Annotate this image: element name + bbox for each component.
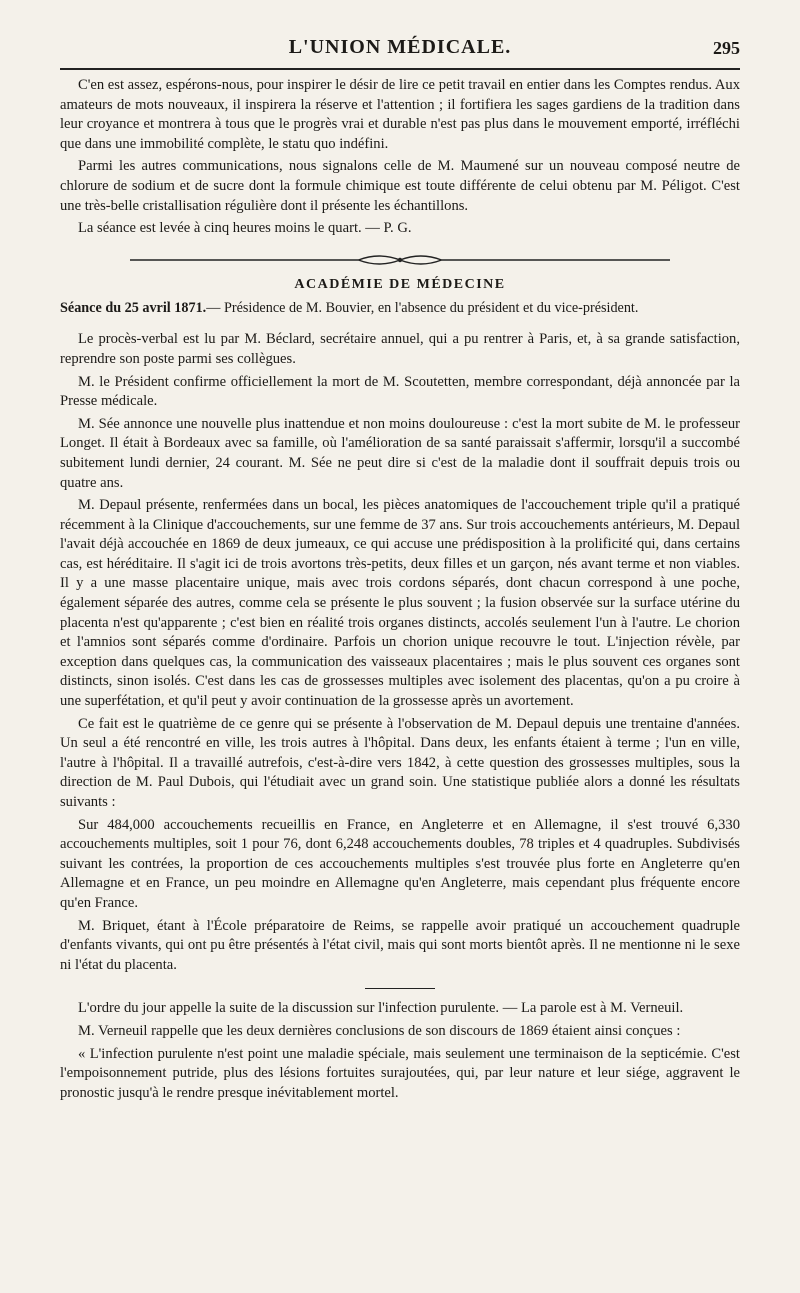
paragraph: M. Depaul présente, renfermées dans un bocal, les pièces anatomiques de l'accouchement triple qu'il a pratiqué récemment à la Clinique d'accouchements, sur une femme de 37 ans. Sur trois accouchements antérieurs, M. Depaul l'avait déjà accouchée en 1869 de deux jumeaux, ce qui accuse une prédisposition à la prolificité qui, dans certains cas, est héréditaire. Il s'agit ici de trois avortons très-petits, deux filles et un garçon, nés avant terme et non viables. Il y a une masse placentaire unique, mais avec trois cordons séparés, dont chacun correspond à une poche, également séparée des autres, comme cela se présente le plus souvent ; la fusion observée sur la surface utérine du placenta n'est qu'apparente ; c'est bien en réalité trois organes distincts, accolés seulement l'un à l'autre. Le chorion et l'amnios sont séparés comme d'ordinaire. Parfois un chorion unique recouvre le tout. L'injection révèle, par exception dans quelques cas, la communication des vaisseaux placentaires ; mais le plus souvent ces organes sont distincts, sinon isolés. C'est dans les cas de grossesses multiples avec isolement des placentas, qu'on a pu croire à une superfétation, et qu'il peut y avoir continuation de la grossesse après un avortement. [60, 497, 740, 710]
intro-text [60, 76, 740, 239]
section-separator [365, 988, 435, 989]
session-date: Séance du 25 avril 1871. [60, 299, 207, 316]
page-header [60, 28, 740, 70]
paragraph: M. Briquet, étant à l'École préparatoire de Reims, se rappelle avoir pratiqué un accouchement quadruple d'enfants vivants, qui ont pu être présentés à l'état civil, mais qui sont morts bientôt après. Il ne mentionne ni le sexe ni l'état du placenta. [60, 917, 740, 973]
ornamental-divider [130, 253, 670, 267]
paragraph: Parmi les autres communications, nous signalons celle de M. Maumené sur un nouveau composé neutre de chlorure de sodium et de sucre dont la formule chimique est toute différente de celui obtenu par M. Péligot. C'est une très-belle cristallisation régulière dont il présente les échantillons. [60, 158, 740, 214]
paragraph: M. le Président confirme officiellement la mort de M. Scoutetten, membre correspondant, déjà annoncée par la Presse médicale. [60, 373, 740, 410]
paragraph: M. Verneuil rappelle que les deux dernières conclusions de son discours de 1869 étaient ainsi conçues : [78, 1022, 681, 1039]
running-title: L'UNION MÉDICALE. [288, 36, 512, 58]
paragraph: L'ordre du jour appelle la suite de la discussion sur l'infection purulente. — La parole est à M. Verneuil. [78, 1000, 684, 1017]
section-title: ACADÉMIE DE MÉDECINE [294, 276, 506, 292]
page-number: 295 [713, 38, 740, 58]
paragraph: Le procès-verbal est lu par M. Béclard, secrétaire annuel, qui a pu rentrer à Paris, et, à sa grande satisfaction, reprendre son poste parmi ses collègues. [60, 331, 740, 367]
paragraph: Ce fait est le quatrième de ce genre qui se présente à l'observation de M. Depaul depuis une trentaine d'années. Un seul a été rencontré en ville, les trois autres à l'hôpital. Dans deux, les enfants étaient à terme ; l'un en ville, l'autre à l'hôpital. Il a travaillé autrefois, c'est-à-dire vers 1842, à cette question des grossesses multiples, sous la direction de M. Paul Dubois, qui l'étudiait avec un grand soin. Une statistique publiée alors a donné les résultats suivants : [60, 715, 740, 810]
paragraph: M. Sée annonce une nouvelle plus inattendue et non moins douloureuse : c'est la mort subite de M. le professeur Longet. Il était à Bordeaux avec sa famille, où l'amélioration de sa santé paraissait s'affermir, lorsqu'il a succombé subitement lundi dernier, 24 courant. M. Sée ne peut dire si c'est de la maladie dont il souffrait depuis trois ou quatre ans. [60, 415, 740, 491]
paragraph: C'en est assez, espérons-nous, pour inspirer le désir de lire ce petit travail en entier dans les Comptes rendus. Aux amateurs de mots nouveaux, il inspirera la réserve et l'attention ; il fortifiera les sages gardiens de la tradition dans leur croyance et montrera à tous que le progrès vrai et durable n'est pas plus dans le mouvement emporté, irréfléchi que dans une immobilité complète, le statu quo indéfini. [60, 77, 740, 152]
paragraph: Sur 484,000 accouchements recueillis en France, en Angleterre et en Allemagne, il s'est trouvé 6,330 accouchements multiples, soit 1 pour 76, dont 6,248 accouchements doubles, 78 triples et 4 quadruples. Subdivisés suivant les contrées, la proportion de ces accouchements multiples s'est trouvée plus forte en Angleterre qu'en Allemagne et en France, un peu moindre en Allemagne qu'en Angleterre, mais cependant plus fréquente encore qu'en France. [60, 816, 740, 911]
session-line [60, 299, 740, 319]
paragraph: La séance est levée à cinq heures moins le quart. — P. G. [78, 220, 412, 237]
article-body [60, 299, 740, 1104]
session-presidence: — Présidence de M. Bouvier, en l'absence du président et du vice-président. [206, 299, 639, 316]
paragraph: « L'infection purulente n'est point une maladie spéciale, mais seulement une terminaison de la septicémie. C'est l'empoisonnement putride, plus des lésions fortuites surajoutées, qui, par leur nature et leur siége, aggravent le pronostic jusqu'à le rendre presque inévitablement mortel. [60, 1045, 740, 1101]
